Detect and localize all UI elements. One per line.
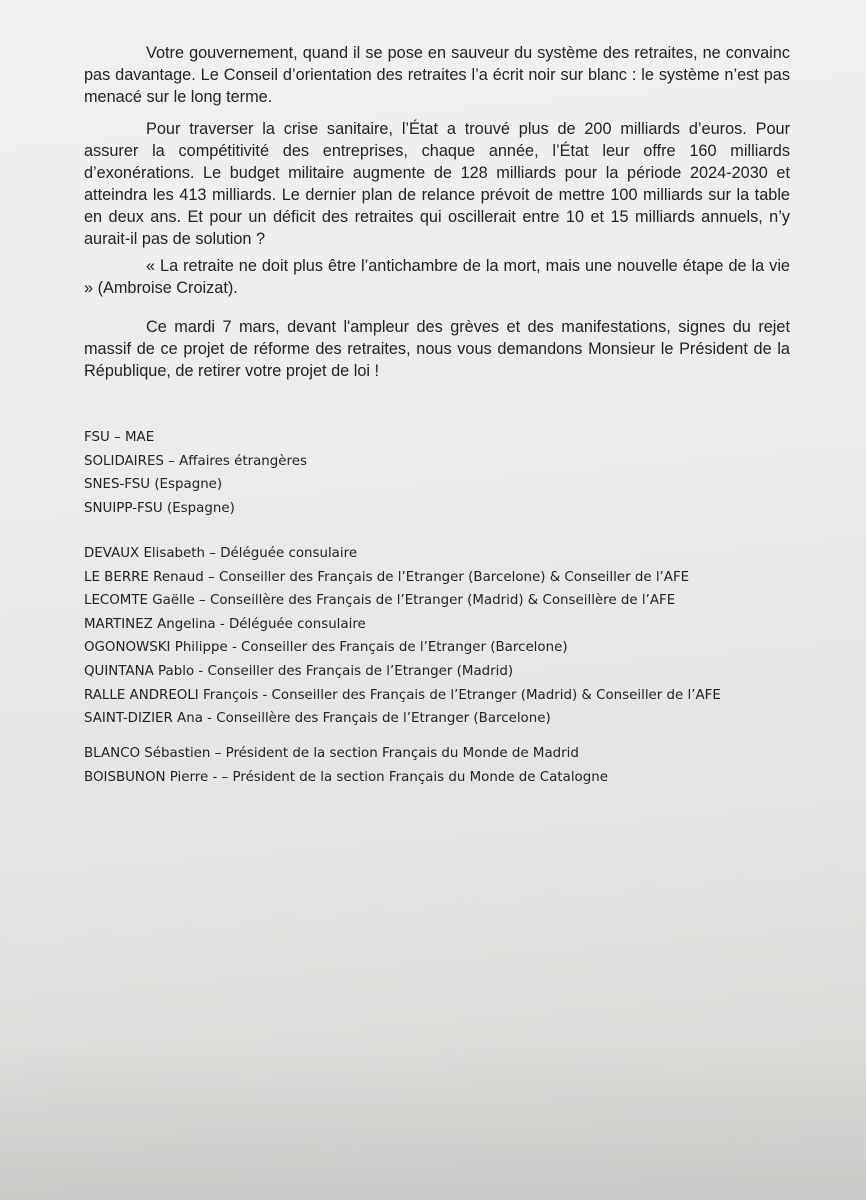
paragraph-pension-system: Votre gouvernement, quand il se pose en sauveur du système des retraites, ne convainc pas davantage. Le Conseil d’orientation des retraites l’a écrit noir sur blanc : le système n’est pas menacé sur le long terme. bbox=[84, 44, 790, 106]
signatory-line: SNUIPP-FSU (Espagne) bbox=[84, 500, 235, 516]
signatory-line: LE BERRE Renaud – Conseiller des Français de l’Etranger (Barcelone) & Conseiller de l’AFE bbox=[84, 569, 690, 585]
signatory-line: MARTINEZ Angelina - Déléguée consulaire bbox=[84, 616, 366, 632]
signatory-line: BOISBUNON Pierre - – Président de la section Français du Monde de Catalogne bbox=[84, 769, 608, 785]
signatory-line: LECOMTE Gaëlle – Conseillère des Français de l’Etranger (Madrid) & Conseillère de l’AFE bbox=[84, 593, 676, 609]
signatory-line: RALLE ANDREOLI François - Conseiller des Français de l’Etranger (Madrid) & Conseiller de l’AFE bbox=[84, 687, 721, 703]
signatory-line: QUINTANA Pablo - Conseiller des Français de l’Etranger (Madrid) bbox=[84, 663, 514, 679]
signatory-line: DEVAUX Elisabeth – Déléguée consulaire bbox=[84, 546, 358, 561]
paragraph-public-spending: Pour traverser la crise sanitaire, l’État a trouvé plus de 200 milliards d’euros. Pour assurer la compétitivité des entreprises, chaque année, l’État leur offre 160 milliards d’exonérations. Le budget militaire augmente de 128 milliards pour la période 2024-2030 et atteindra les 413 milliards. Le dernier plan de relance prévoit de mettre 100 milliards sur la table en deux ans. Et pour un déficit des retraites qui oscillerait entre 10 et 15 milliards annuels, n’y aurait-il pas de solution ? bbox=[84, 120, 790, 248]
paragraph-quote-croizat: « La retraite ne doit plus être l’antichambre de la mort, mais une nouvelle étape de la vie » (Ambroise Croizat). bbox=[84, 257, 790, 297]
signatory-line: SNES-FSU (Espagne) bbox=[84, 477, 223, 493]
paragraph-demand: Ce mardi 7 mars, devant l'ampleur des grèves et des manifestations, signes du rejet massif de ce projet de réforme des retraites, nous vous demandons Monsieur le Président de la République, de retirer votre projet de loi ! bbox=[84, 318, 790, 380]
photo-shadow bbox=[0, 1040, 866, 1200]
signatory-organizations bbox=[84, 426, 804, 520]
signatory-presidents bbox=[84, 742, 804, 789]
signatory-line: SAINT-DIZIER Ana - Conseillère des Français de l’Etranger (Barcelone) bbox=[84, 711, 551, 727]
signatory-line: SOLIDAIRES – Affaires étrangères bbox=[84, 453, 307, 469]
signatory-line: BLANCO Sébastien – Président de la section Français du Monde de Madrid bbox=[84, 746, 579, 761]
signatory-line: FSU – MAE bbox=[84, 430, 155, 445]
signatory-councillors bbox=[84, 542, 804, 731]
signatory-line: OGONOWSKI Philippe - Conseiller des Français de l’Etranger (Barcelone) bbox=[84, 640, 568, 656]
